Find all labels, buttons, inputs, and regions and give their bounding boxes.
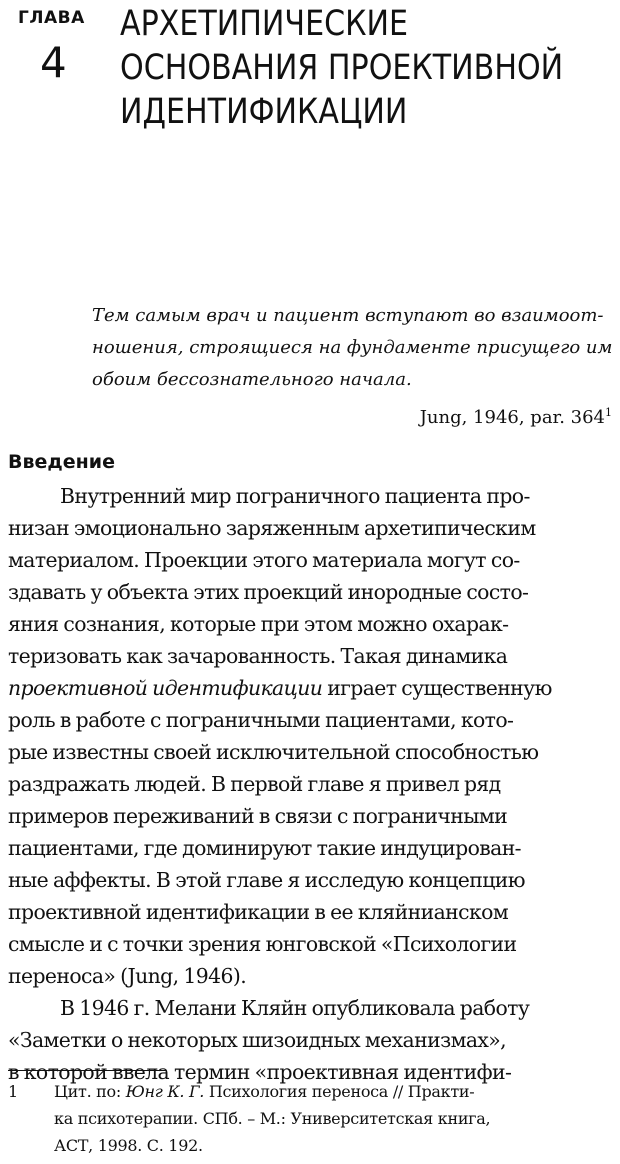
body-line: примеров переживаний в связи с пограничными <box>8 804 508 828</box>
footnote-rule <box>8 1070 166 1071</box>
footnote-text <box>54 1078 620 1159</box>
body-line: низан эмоционально заряженным архетипическим <box>8 516 536 540</box>
section-heading: Введение <box>8 451 115 473</box>
footnote-number: 1 <box>8 1082 18 1101</box>
footnote-ref: 1 <box>605 406 612 419</box>
epigraph-source-text: Jung, 1946, par. 364 <box>419 407 605 428</box>
body-line-rest: играет существенную <box>322 676 552 700</box>
body-text <box>8 480 620 1088</box>
body-line: пациентами, где доминируют такие индуцирован- <box>8 836 521 860</box>
body-line: переноса» (Jung, 1946). <box>8 964 247 988</box>
epigraph-line: обоим бессознательного начала. <box>92 369 412 390</box>
body-line: роль в работе с пограничными пациентами, кото- <box>8 708 514 732</box>
footnote-line <box>54 1078 620 1105</box>
body-line: в которой ввела термин «проективная идентифи- <box>8 1060 512 1084</box>
body-line: смысле и с точки зрения юнговской «Психологии <box>8 932 517 956</box>
body-line: В 1946 г. Мелани Кляйн опубликовала работу <box>60 996 530 1020</box>
chapter-title <box>120 2 564 134</box>
chapter-title-line: ОСНОВАНИЯ ПРОЕКТИВНОЙ <box>120 48 564 88</box>
body-line: яния сознания, которые при этом можно охарак- <box>8 612 509 636</box>
body-line: «Заметки о некоторых шизоидных механизмах», <box>8 1028 507 1052</box>
epigraph-source <box>420 404 612 432</box>
epigraph <box>92 300 612 396</box>
chapter-title-line: АРХЕТИПИЧЕСКИЕ <box>120 4 409 44</box>
body-line: раздражать людей. В первой главе я привел ряд <box>8 772 501 796</box>
body-line: ные аффекты. В этой главе я исследую концепцию <box>8 868 525 892</box>
body-line: рые известны своей исключительной способностью <box>8 740 539 764</box>
body-line: проективной идентификации в ее кляйнианском <box>8 900 509 924</box>
epigraph-line: ношения, строящиеся на фундаменте присущего им <box>92 337 612 358</box>
footnote-line: АСТ, 1998. С. 192. <box>54 1136 203 1155</box>
body-line: Внутренний мир пограничного пациента про- <box>60 484 530 508</box>
body-line: материалом. Проекции этого материала могут со- <box>8 548 520 572</box>
chapter-label: ГЛАВА <box>18 8 85 28</box>
chapter-number: 4 <box>40 38 67 87</box>
italic-term: проективной идентификации <box>8 676 323 700</box>
epigraph-line: Тем самым врач и пациент вступают во взаимоот- <box>92 305 604 326</box>
body-line: здавать у объекта этих проекций инородные состо- <box>8 580 529 604</box>
footnote-author: Юнг К. Г. <box>125 1082 205 1101</box>
body-line: теризовать как зачарованность. Такая динамика <box>8 644 508 668</box>
chapter-title-line: ИДЕНТИФИКАЦИИ <box>120 92 408 132</box>
body-line <box>8 672 620 704</box>
footnote-rest: Психология переноса // Практи- <box>204 1082 475 1101</box>
footnote-line: ка психотерапии. СПб. – М.: Университетская книга, <box>54 1109 491 1128</box>
footnote-prefix: Цит. по: <box>54 1082 126 1101</box>
